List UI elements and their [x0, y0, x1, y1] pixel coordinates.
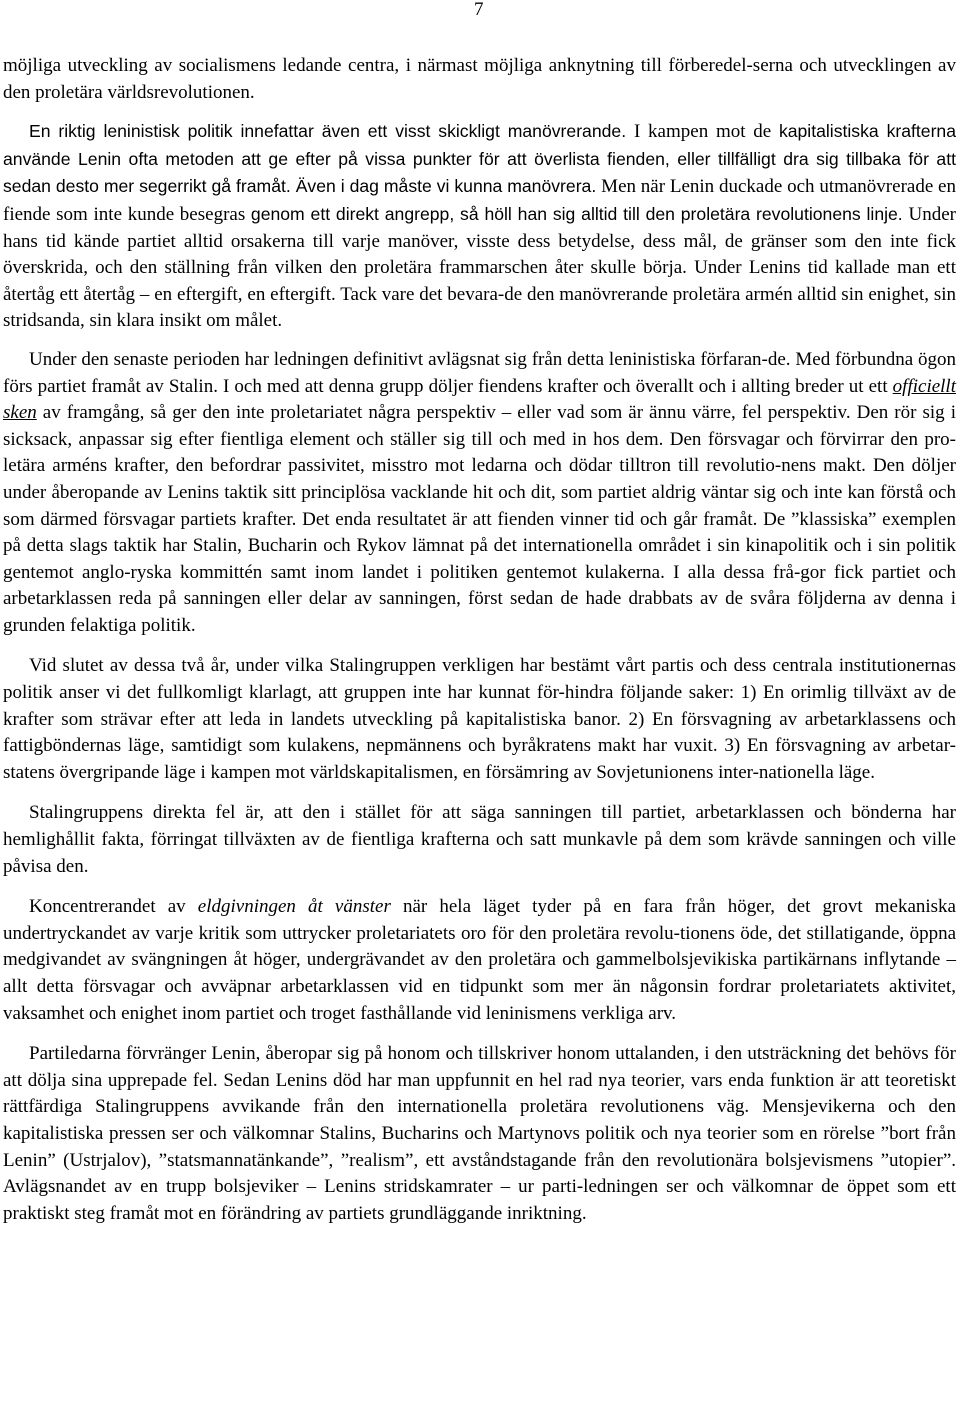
- paragraph-direct-errors: [3, 800, 956, 880]
- paragraph-socialism-centers: [3, 53, 956, 106]
- text-segment: I kampen mot de: [633, 121, 779, 143]
- text-segment: kapitalistiska krafterna använde Lenin ofta metoden att ge efter på vissa punkter för att överlista fienden, eller tillfälligt dra sig tillbaka för att sedan desto mer segerrikt gå framåt. Även i dag måste vi kunna manövrera.: [3, 121, 956, 197]
- text-segment: Koncentrerandet av: [29, 896, 198, 918]
- text-segment: genom ett direkt angrepp, så höll han sig alltid till den proletära revolutionens linje.: [250, 203, 909, 224]
- emphasized-phrase: eldgivningen åt vänster: [197, 896, 391, 918]
- document-body: [3, 53, 956, 1227]
- paragraph-stalin-leadership: [3, 347, 956, 640]
- text-segment: En riktig leninistisk politik innefattar även ett visst skickligt manövrerande.: [29, 121, 634, 142]
- text-segment: Under hans tid kände partiet alltid orsakerna till varje manöver, visste dess betydelse, dess mål, de gränser som den inte fick överskrida, och den ställning från vilken den proletära frammarschen åter skulle börja. Under Lenins tid kallade man ett återtåg ett återtåg – en eftergift, en eftergift. Tack vare det bevara-de den manövrerande proletära armén alltid sin enighet, sin stridsanda, sin klara insikt om målet.: [3, 203, 957, 332]
- text-segment: Under den senaste perioden har ledningen definitivt avlägsnat sig från detta leninistiska förfaran-de. Med förbundna ögon förs partiet framåt av Stalin. I och med att denna grupp döljer fiendens krafter och överallt och i allting breder ut ett: [3, 348, 956, 397]
- text-segment: Vid slutet av dessa två år, under vilka Stalingruppen verkligen har bestämt vårt partis och dess centrala institutionernas politik anser vi det fullkomligt klarlagt, att gruppen inte har kunnat för-hindra följande saker: 1) En orimlig tillväxt av de krafter som strävar efter att leda in landets utveckling på kapitalistiska banor. 2) En försvagning av arbetarklassens och fattigböndernas läge, samtidigt som kulakens, nepmännens och byråkratens makt har vuxit. 3) En försvagning av arbetar-statens övergripande läge i kampen mot världskapitalismen, en försämring av Sovjetunionens inter-nationella läge.: [3, 655, 956, 783]
- text-segment: Men när Lenin duckade och utmanövrerade en fiende som inte kunde besegras: [3, 176, 956, 225]
- text-segment: av framgång, så ger den inte proletariatet några perspektiv – eller vad som är ännu värre, fel perspektiv. Den rör sig i sicksack, anpassar sig efter fientliga element och ställer sig till och med in hos dem. Den försvagar och förvirrar den pro-letära arméns krafter, den befordrar passivitet, misstro mot ledarna och dödar tilltron till revolutio-nens makt. Den döljer under åberopande av Lenins taktik sitt principlösa vacklande hit och dit, som partiet aldrig väntar sig och inte kan förstå och som därmed försvagar partiets krafter. Det enda resultatet är att fienden vinner tid och går framåt. De ”klassiska” exemplen på detta slags taktik har Stalin, Bucharin och Rykov lämnat på det internationella området i sin kinapolitik och i sin politik gentemot anglo-ryska kommittén samt inom landet i politiken gentemot kulakerna. I alla dessa frå-gor fick partiet och arbetarklassen reda på sanningen eller delar av sanningen, först sedan de hade drabbats av de svåra följderna av denna i grunden felaktiga politik.: [3, 402, 956, 636]
- paragraph-leninist-maneuvering: [3, 118, 956, 335]
- paragraph-two-years: [3, 653, 956, 786]
- text-segment: Partiledarna förvränger Lenin, åberopar sig på honom och tillskriver honom uttalanden, i den utsträckning det behövs för att dölja sina upprepade fel. Sedan Lenins död har man uppfunnit en hel rad nya teorier, vars enda funktion är att teoretiskt rättfärdiga Stalingruppens avvikande från den internationella proletära revolutionens väg. Mensjevikerna och den kapitalistiska pressen ser och välkomnar Stalins, Bucharins och Martynovs politik och nya teorier som en rörelse ”bort från Lenin” (Ustrjalov), ”statsmannatänkande”, ”realism”, ett avståndstagande från den revolutionära bolsjevismens ”utopier”. Avlägsnandet av en trupp bolsjeviker – Lenins stridskamrater – ur parti-ledningen ser och välkomnar de öppet som ett praktiskt steg framåt mot en förändring av partiets grundläggande inriktning.: [3, 1043, 956, 1224]
- emphasized-phrase: officiellt sken: [3, 375, 956, 424]
- page-number: 7: [474, 0, 484, 20]
- paragraph-fire-to-left: [3, 894, 956, 1027]
- paragraph-party-leaders: [3, 1041, 956, 1227]
- text-segment: möjliga utveckling av socialismens ledande centra, i närmast möjliga anknytning till förberedel-serna och utvecklingen av den proletära världsrevolutionen.: [3, 55, 956, 103]
- text-segment: när hela läget tyder på en fara från höger, det grovt mekaniska undertryckandet av varje kritik som uttrycker proletariatets oro för den proletära revolu-tionens öde, det stillatigande, öppna medgivandet av svängningen åt höger, undergrävandet av den proletära och gammelbolsjevikiska partikärnans inflytande – allt detta försvagar och avväpnar arbetarklassen vid en tidpunkt som mer än någonsin fordrar proletariatets aktivitet, vaksamhet och enighet inom partiet och troget fasthållande vid leninismens verkliga arv.: [3, 896, 956, 1024]
- text-segment: Stalingruppens direkta fel är, att den i stället för att säga sanningen till partiet, arbetarklassen och bönderna har hemlighållit fakta, förringat tillväxten av de fientliga krafterna och satt munkavle på dem som krävde sanningen och ville påvisa den.: [3, 802, 956, 877]
